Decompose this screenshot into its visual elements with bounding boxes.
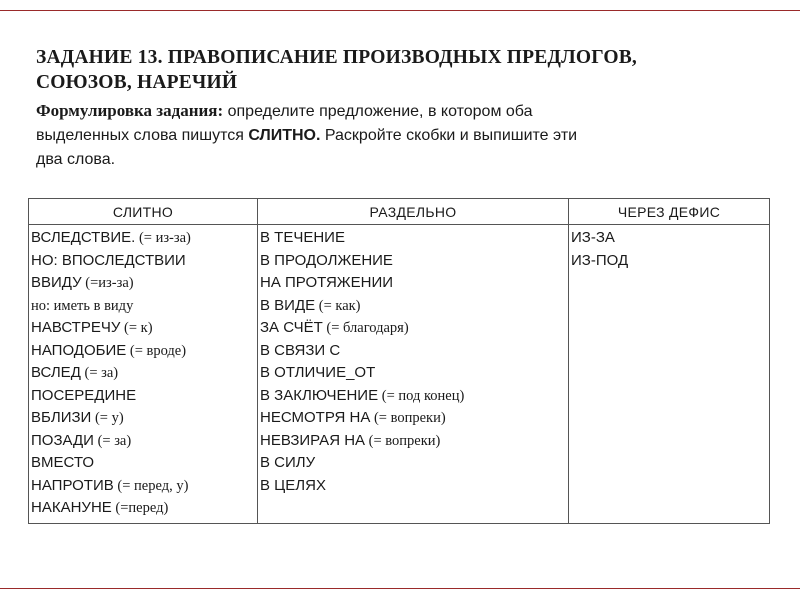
together-item-note: (= за) [93, 432, 132, 449]
together-item [31, 362, 257, 385]
together-item-word: ВСЛЕД [31, 364, 81, 381]
separate-item-note: (= вопреки) [370, 410, 446, 426]
hyphen-list [569, 225, 769, 272]
together-item-note: (= за) [80, 365, 119, 381]
together-item-note: (= из-за) [135, 230, 191, 246]
together-cell [29, 225, 258, 524]
separate-item [260, 385, 568, 408]
together-item [31, 227, 257, 250]
together-item-note: (= у) [91, 410, 124, 426]
separate-item-word: В ЦЕЛЯХ [260, 476, 326, 494]
together-item [31, 250, 257, 273]
separate-cell [258, 225, 569, 524]
together-item-word: ПОЗАДИ [31, 431, 94, 449]
together-item [31, 497, 257, 520]
task-text-2: выделенных слова пишутся [36, 127, 249, 144]
separate-item [260, 250, 568, 273]
task-statement [36, 99, 776, 172]
page-title [36, 45, 776, 95]
top-divider [0, 10, 800, 11]
together-item-word: НАВСТРЕЧУ [31, 319, 121, 336]
together-item-word: НО: ВПОСЛЕДСТВИИ [31, 251, 186, 269]
hyphen-item [571, 227, 769, 250]
together-item [31, 452, 257, 475]
hyphen-cell [569, 225, 770, 524]
together-item-note: (= к) [120, 320, 153, 336]
rules-table [28, 198, 770, 524]
together-item [31, 385, 257, 408]
together-item-word: НАПРОТИВ [31, 476, 114, 494]
separate-item [260, 272, 568, 295]
separate-item-word: В ЗАКЛЮЧЕНИЕ [260, 386, 379, 404]
together-item [31, 272, 257, 295]
together-item [31, 295, 257, 318]
task-emphasis: СЛИТНО. [248, 127, 321, 144]
separate-item-word: ЗА СЧЁТ [260, 319, 323, 336]
separate-item-word: В ОТЛИЧИЕ_ОТ [260, 364, 376, 381]
header-separate: РАЗДЕЛЬНО [258, 199, 569, 225]
separate-item-word: НЕСМОТРЯ НА [260, 409, 371, 426]
together-item-word: ПОСЕРЕДИНЕ [31, 386, 137, 404]
together-item [31, 430, 257, 453]
together-item-note: но: иметь в виду [31, 297, 134, 314]
title-line-2: СОЮЗОВ, НАРЕЧИЙ [36, 72, 238, 93]
together-list [29, 225, 257, 520]
header-hyphen: ЧЕРЕЗ ДЕФИС [569, 199, 770, 225]
separate-item-note: (= под конец) [378, 387, 465, 404]
separate-item [260, 475, 568, 498]
separate-item [260, 317, 568, 340]
hyphen-item-word: ИЗ-ПОД [571, 251, 629, 269]
task-label: Формулировка задания: [36, 101, 224, 120]
task-line-2 [36, 124, 776, 148]
separate-item [260, 362, 568, 385]
table-header-row [29, 199, 770, 225]
separate-item [260, 452, 568, 475]
together-item-word: ВСЛЕДСТВИЕ. [31, 229, 136, 246]
together-item [31, 340, 257, 363]
together-item [31, 317, 257, 340]
together-item-note: (= вроде) [126, 342, 187, 359]
separate-item-word: В СИЛУ [260, 454, 316, 471]
separate-item-word: НЕВЗИРАЯ НА [260, 431, 366, 449]
task-text-1: определите предложение, в котором оба [223, 103, 533, 120]
title-line-1: ЗАДАНИЕ 13. ПРАВОПИСАНИЕ ПРОИЗВОДНЫХ ПРЕДЛОГОВ, [36, 47, 637, 68]
separate-item [260, 407, 568, 430]
separate-item [260, 227, 568, 250]
separate-item-word: В ПРОДОЛЖЕНИЕ [260, 251, 393, 269]
separate-item-word: НА ПРОТЯЖЕНИИ [260, 274, 394, 291]
task-text-3: Раскройте скобки и выпишите эти [320, 127, 578, 144]
task-line-1 [36, 99, 776, 124]
separate-item-word: В ВИДЕ [260, 296, 316, 314]
bottom-divider [0, 588, 800, 589]
separate-item [260, 295, 568, 318]
together-item-word: ВБЛИЗИ [31, 409, 92, 426]
together-item-word: НАКАНУНЕ [31, 499, 112, 516]
separate-item-note: (= благодаря) [322, 320, 409, 336]
together-item-note: (= перед, у) [113, 477, 189, 494]
together-item-note: (=из-за) [81, 275, 134, 291]
together-item [31, 475, 257, 498]
separate-item [260, 430, 568, 453]
hyphen-item [571, 250, 769, 273]
separate-item-word: В СВЯЗИ С [260, 341, 341, 359]
separate-item-note: (= как) [315, 297, 361, 314]
together-item-word: НАПОДОБИЕ [31, 341, 127, 359]
together-item-word: ВМЕСТО [31, 454, 94, 471]
table-body-row [29, 225, 770, 524]
hyphen-item-word: ИЗ-ЗА [571, 229, 615, 246]
separate-item-word: В ТЕЧЕНИЕ [260, 229, 345, 246]
together-item-note: (=перед) [111, 500, 169, 516]
separate-item [260, 340, 568, 363]
header-together: СЛИТНО [29, 199, 258, 225]
together-item-word: ВВИДУ [31, 274, 82, 291]
separate-list [258, 225, 568, 497]
task-line-3: два слова. [36, 151, 116, 168]
separate-item-note: (= вопреки) [365, 432, 441, 449]
together-item [31, 407, 257, 430]
